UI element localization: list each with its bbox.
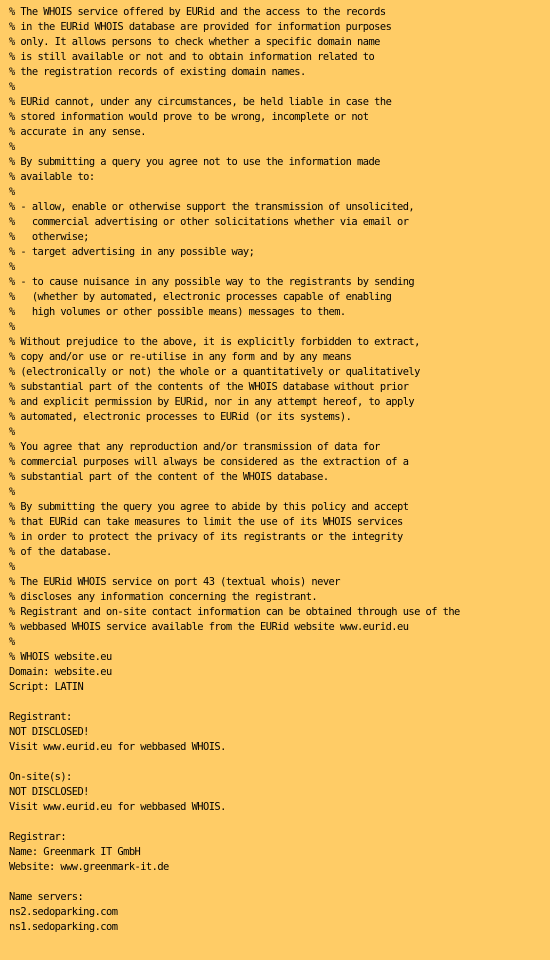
whois-line: % commercial purposes will always be considered as the extraction of a	[9, 456, 409, 468]
whois-line: % otherwise;	[9, 231, 89, 243]
whois-line: % in order to protect the privacy of its registrants or the integrity	[9, 531, 403, 543]
whois-line: Name servers:	[9, 891, 84, 903]
whois-line: % commercial advertising or other solicitations whether via email or	[9, 216, 409, 228]
whois-line: % - allow, enable or otherwise support the transmission of unsolicited,	[9, 201, 415, 213]
whois-line: NOT DISCLOSED!	[9, 726, 89, 738]
whois-line: % of the database.	[9, 546, 112, 558]
whois-line: % - to cause nuisance in any possible way to the registrants by sending	[9, 276, 415, 288]
whois-line: %	[9, 141, 15, 153]
whois-line	[9, 815, 550, 830]
whois-line: % substantial part of the contents of the WHOIS database without prior	[9, 381, 409, 393]
whois-line	[9, 755, 550, 770]
whois-line: Script: LATIN	[9, 681, 84, 693]
whois-line: %	[9, 486, 15, 498]
whois-line: %	[9, 426, 15, 438]
whois-line: % The EURid WHOIS service on port 43 (textual whois) never	[9, 576, 340, 588]
whois-line: % Without prejudice to the above, it is explicitly forbidden to extract,	[9, 336, 420, 348]
whois-line: ns2.sedoparking.com	[9, 906, 118, 918]
whois-line: % only. It allows persons to check whether a specific domain name	[9, 36, 380, 48]
whois-line: % the registration records of existing domain names.	[9, 66, 306, 78]
whois-line: % high volumes or other possible means) messages to them.	[9, 306, 346, 318]
whois-line: ns1.sedoparking.com	[9, 921, 118, 933]
whois-line: Visit www.eurid.eu for webbased WHOIS.	[9, 801, 226, 813]
whois-line: % stored information would prove to be wrong, incomplete or not	[9, 111, 369, 123]
whois-line: % copy and/or use or re-utilise in any form and by any means	[9, 351, 352, 363]
whois-line: % By submitting a query you agree not to use the information made	[9, 156, 380, 168]
whois-line: Registrant:	[9, 711, 72, 723]
whois-line: % is still available or not and to obtain information related to	[9, 51, 375, 63]
whois-line: Domain: website.eu	[9, 666, 112, 678]
whois-line: Website: www.greenmark-it.de	[9, 861, 169, 873]
whois-line: % webbased WHOIS service available from the EURid website www.eurid.eu	[9, 621, 409, 633]
whois-line: % substantial part of the content of the WHOIS database.	[9, 471, 329, 483]
whois-line: % (whether by automated, electronic processes capable of enabling	[9, 291, 392, 303]
whois-line: % in the EURid WHOIS database are provided for information purposes	[9, 21, 392, 33]
whois-line: On-site(s):	[9, 771, 72, 783]
whois-line: % available to:	[9, 171, 95, 183]
whois-line: % and explicit permission by EURid, nor in any attempt hereof, to apply	[9, 396, 415, 408]
whois-line: % automated, electronic processes to EURid (or its systems).	[9, 411, 352, 423]
whois-line: % discloses any information concerning the registrant.	[9, 591, 318, 603]
whois-line: Visit www.eurid.eu for webbased WHOIS.	[9, 741, 226, 753]
whois-line: % - target advertising in any possible way;	[9, 246, 255, 258]
whois-line: Registrar:	[9, 831, 67, 843]
whois-line	[9, 695, 550, 710]
whois-line: % The WHOIS service offered by EURid and the access to the records	[9, 6, 386, 18]
whois-line: % that EURid can take measures to limit the use of its WHOIS services	[9, 516, 403, 528]
whois-line: %	[9, 561, 15, 573]
whois-line: %	[9, 636, 15, 648]
whois-line: NOT DISCLOSED!	[9, 786, 89, 798]
whois-line: Name: Greenmark IT GmbH	[9, 846, 141, 858]
whois-line: % accurate in any sense.	[9, 126, 146, 138]
whois-line: %	[9, 186, 15, 198]
whois-line: %	[9, 261, 15, 273]
whois-line: % (electronically or not) the whole or a quantitatively or qualitatively	[9, 366, 420, 378]
whois-line: % EURid cannot, under any circumstances, be held liable in case the	[9, 96, 392, 108]
whois-line: % WHOIS website.eu	[9, 651, 112, 663]
whois-line: % Registrant and on-site contact information can be obtained through use of the	[9, 606, 460, 618]
whois-line: % You agree that any reproduction and/or transmission of data for	[9, 441, 380, 453]
whois-line	[9, 875, 550, 890]
whois-line: %	[9, 81, 15, 93]
whois-line: % By submitting the query you agree to abide by this policy and accept	[9, 501, 409, 513]
whois-line: %	[9, 321, 15, 333]
